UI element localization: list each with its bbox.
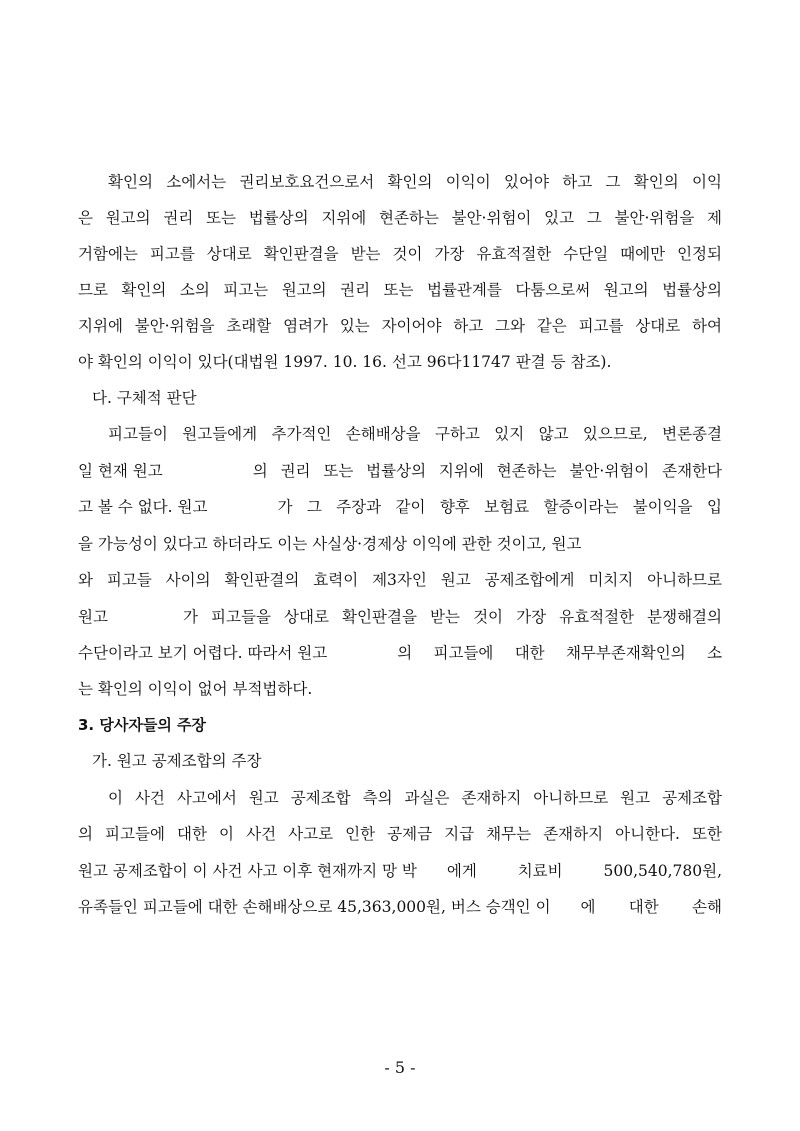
text-segment: 의 권리 또는 법률상의 지위에 현존하는 불안·위험이 존재한다 xyxy=(252,462,722,480)
subheading-plaintiff-claim: 가. 원고 공제조합의 주장 xyxy=(92,752,262,770)
text-segment: 의 피고들에 대한 채무부존재확인의 소 xyxy=(397,644,722,662)
paragraph-line xyxy=(78,643,722,663)
text-segment: 에게 치료비 500,540,780원, xyxy=(446,862,722,880)
text-segment: 에 대한 손해 xyxy=(580,898,722,916)
text-segment: 고 볼 수 없다. 원고 xyxy=(78,498,208,516)
paragraph-line: 의 피고들에 대한 이 사건 사고로 인한 공제금 지급 채무는 존재하지 아니한다. 또한 xyxy=(78,825,722,843)
paragraph-line xyxy=(78,861,722,881)
paragraph-line xyxy=(78,497,722,517)
redacted-name xyxy=(417,861,447,881)
paragraph-line: 와 피고들 사이의 확인판결의 효력이 제3자인 원고 공제조합에게 미치지 아니하므로 xyxy=(78,571,722,589)
paragraph-line: 므로 확인의 소의 피고는 원고의 권리 또는 법률관계를 다툼으로써 원고의 법률상의 xyxy=(78,281,722,299)
redacted-name xyxy=(163,461,253,481)
paragraph-line: 을 가능성이 있다고 하더라도 이는 사실상·경제상 이익에 관한 것이고, 원고 xyxy=(78,535,582,553)
page-number: - 5 - xyxy=(384,1058,416,1077)
section-heading: 3. 당사자들의 주장 xyxy=(78,716,207,734)
paragraph-line: 거함에는 피고를 상대로 확인판결을 받는 것이 가장 유효적절한 수단일 때에만 인정되 xyxy=(78,245,722,263)
paragraph-line: 지위에 불안·위험을 초래할 염려가 있는 자이어야 하고 그와 같은 피고를 상대로 하여 xyxy=(78,317,722,335)
text-segment: 일 현재 원고 xyxy=(78,462,163,480)
text-segment: 유족들인 피고들에 대한 손해배상으로 45,363,000원, 버스 승객인 이 xyxy=(78,898,551,916)
paragraph-line: 이 사건 사고에서 원고 공제조합 측의 과실은 존재하지 아니하므로 원고 공제조합 xyxy=(108,789,722,807)
paragraph-line: 피고들이 원고들에게 추가적인 손해배상을 구하고 있지 않고 있으므로, 변론종결 xyxy=(108,425,722,443)
text-segment: 원고 공제조합이 이 사건 사고 이후 현재까지 망 박 xyxy=(78,862,417,880)
paragraph-line xyxy=(78,461,722,481)
text-segment: 원고 xyxy=(78,608,108,626)
paragraph-line: 확인의 소에서는 권리보호요건으로서 확인의 이익이 있어야 하고 그 확인의 이익 xyxy=(108,173,722,191)
text-segment: 가 그 주장과 같이 향후 보험료 할증이라는 불이익을 입 xyxy=(277,498,722,516)
text-segment: 수단이라고 보기 어렵다. 따라서 원고 xyxy=(78,644,328,662)
paragraph-line xyxy=(78,897,722,917)
redacted-name xyxy=(108,607,183,627)
paragraph-line: 야 확인의 이익이 있다(대법원 1997. 10. 16. 선고 96다11747 판결 등 참조). xyxy=(78,353,612,371)
paragraph-line: 는 확인의 이익이 없어 부적법하다. xyxy=(78,680,313,698)
paragraph-line: 은 원고의 권리 또는 법률상의 지위에 현존하는 불안·위험이 있고 그 불안·위험을 제 xyxy=(78,209,722,227)
redacted-name xyxy=(551,897,581,917)
redacted-name xyxy=(327,643,397,663)
redacted-name xyxy=(207,497,277,517)
text-segment: 가 피고들을 상대로 확인판결을 받는 것이 가장 유효적절한 분쟁해결의 xyxy=(182,608,722,626)
paragraph-line xyxy=(78,607,722,627)
subheading-concrete-judgment: 다. 구체적 판단 xyxy=(92,389,197,407)
